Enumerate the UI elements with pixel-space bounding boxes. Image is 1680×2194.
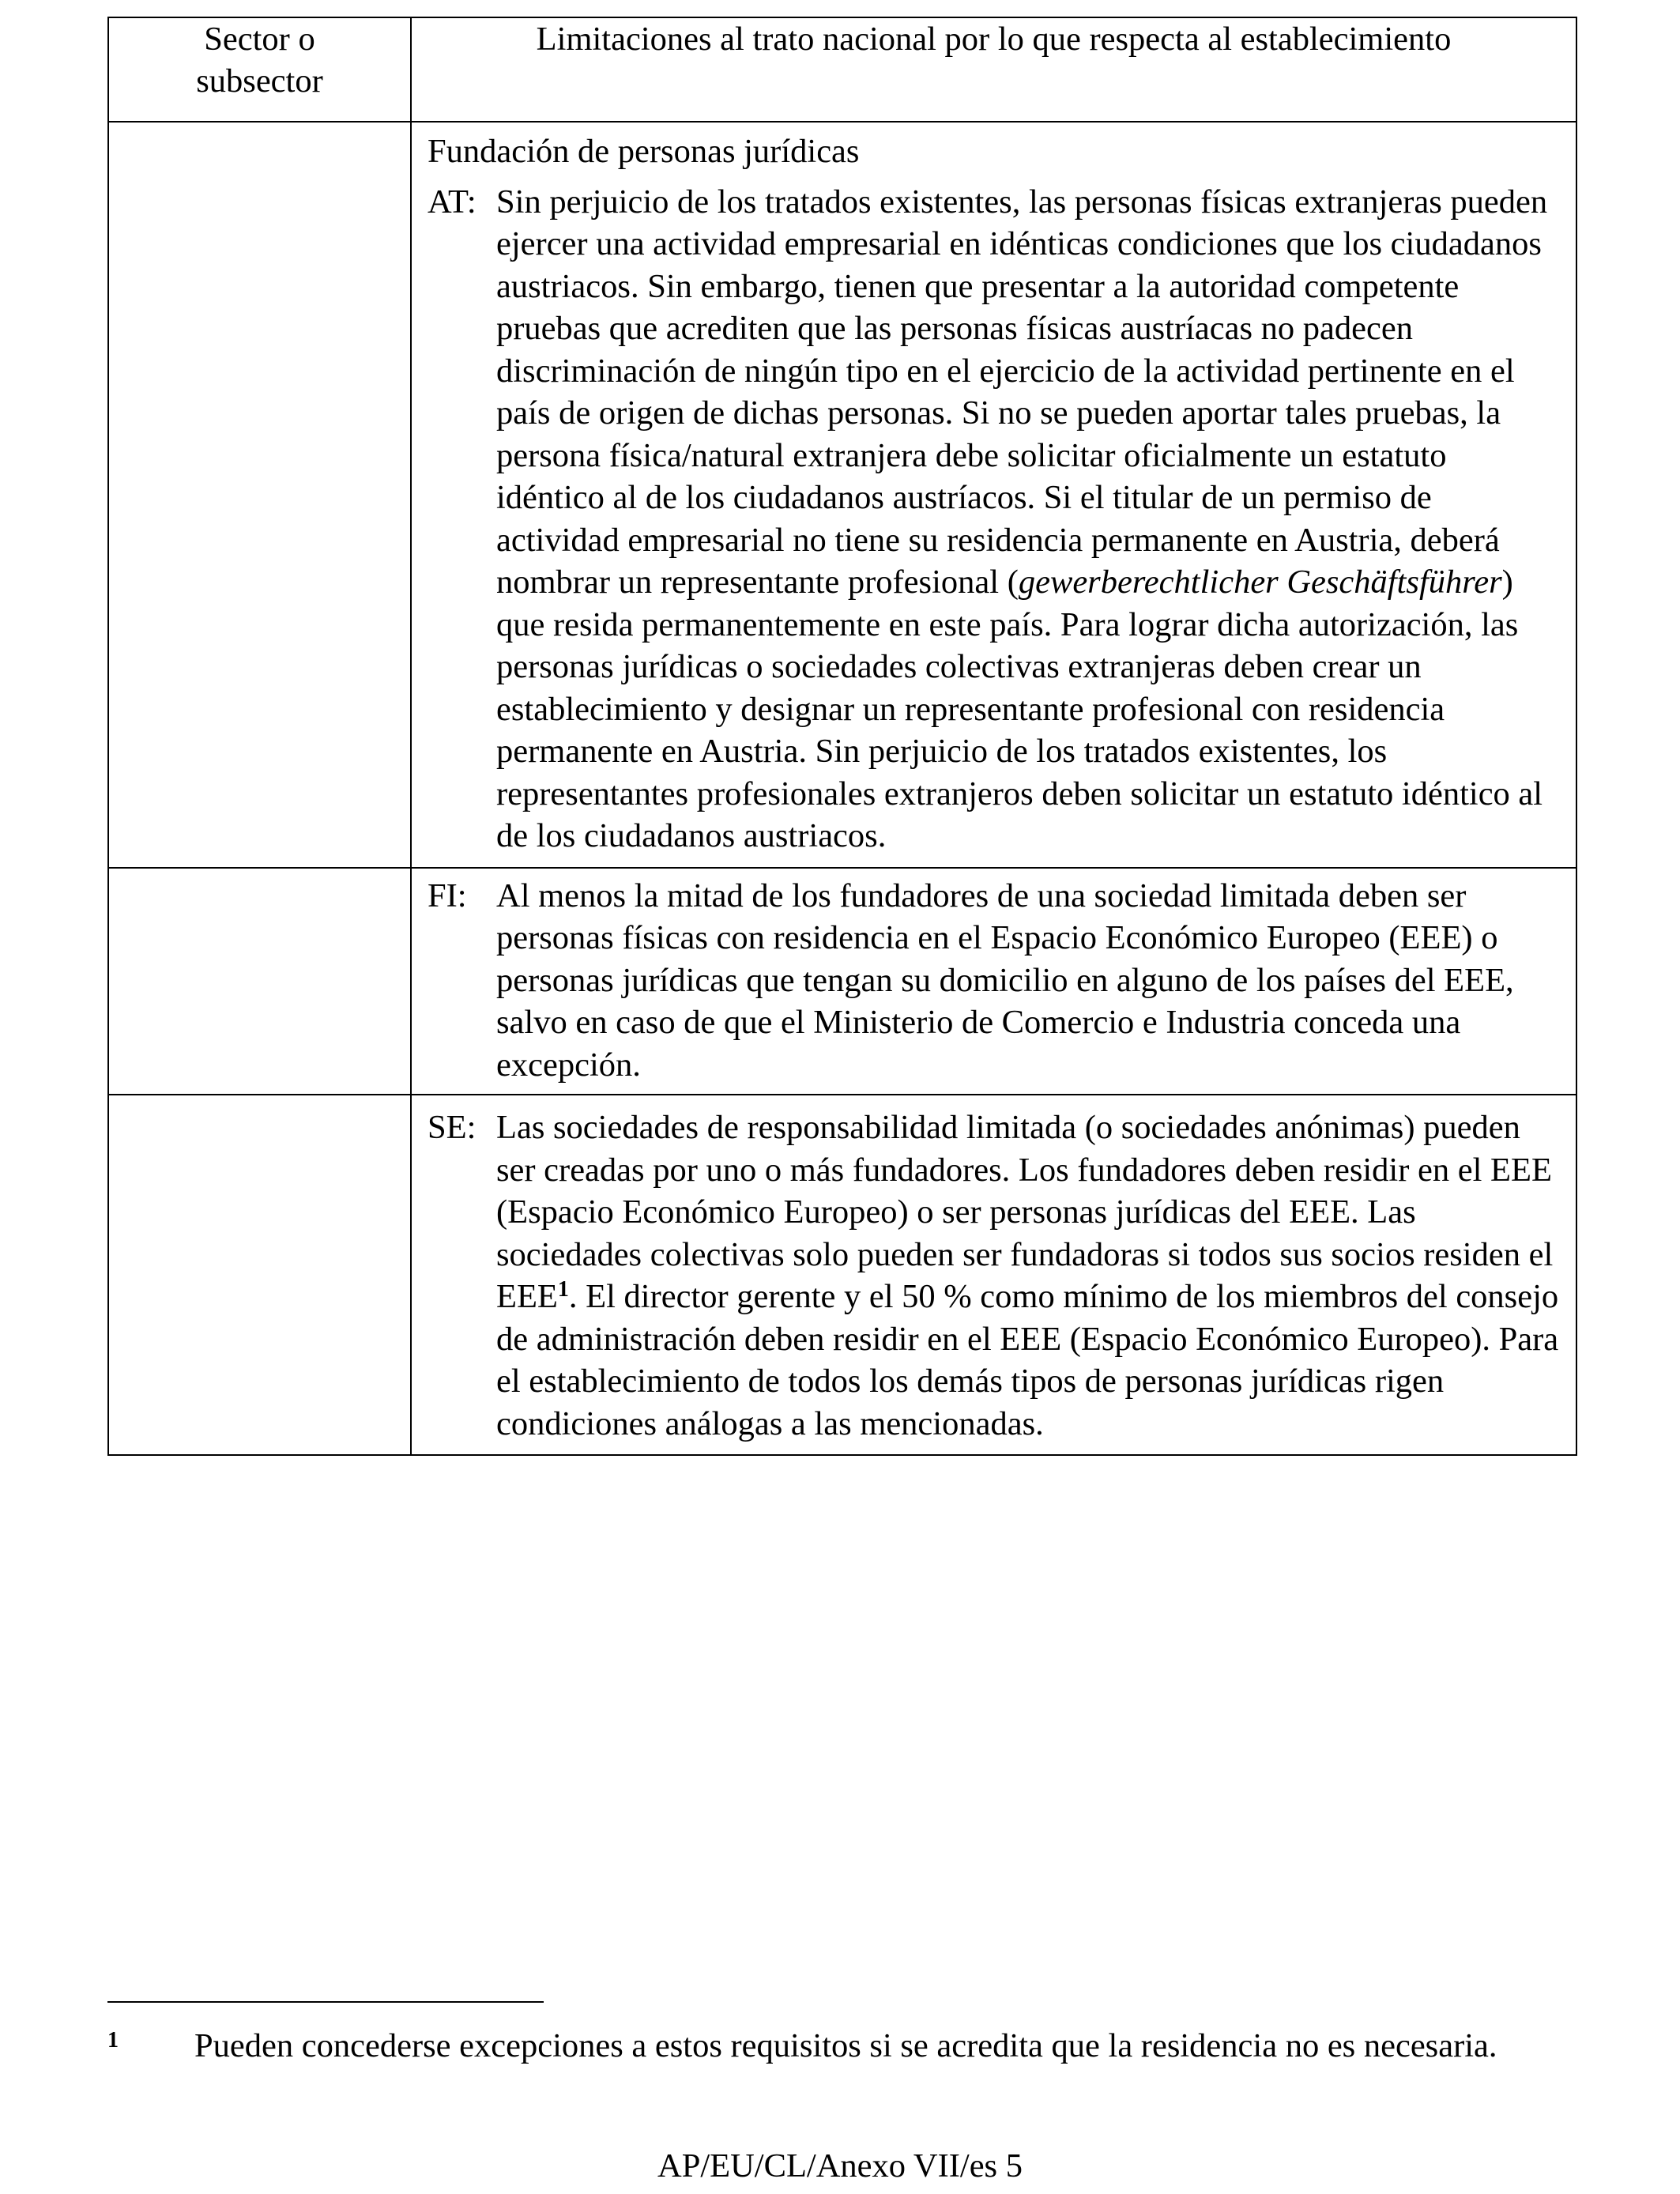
entry-text-part: ) que resida permanentemente en este país. Para lograr dicha autorización, las personas jurídicas o sociedades colectivas extranjeras deben crear un establecimiento y designar un representante profesional con residencia permanente en Austria. Sin perjuicio de los tratados existentes, los representantes profesionales extranjeros deben solicitar un estatuto idéntico al de los ciudadanos austriacos.: [496, 564, 1543, 854]
table-row: [108, 122, 1576, 868]
limitation-cell: [411, 122, 1576, 868]
country-entry-se: [428, 1106, 1561, 1445]
footnote-reference[interactable]: 1: [557, 1277, 569, 1302]
country-code: AT:: [428, 183, 477, 221]
page-footer: AP/EU/CL/Anexo VII/es 5: [657, 2147, 1023, 2185]
entry-text-part: Las sociedades de responsabilidad limitada (o sociedades anónimas) pueden ser creadas por uno o más fundadores. Los fundadores deben residir en el EEE (Espacio Económico Europeo) o ser personas jurídicas del EEE. Las sociedades colectivas solo pueden ser fundadoras si todos sus socios residen el EEE: [496, 1109, 1554, 1315]
entry-text-italic: gewerberechtlicher Geschäftsführer: [1018, 564, 1502, 601]
footnote: [107, 2025, 1576, 2068]
table-row: [108, 868, 1576, 1095]
limitation-cell: [411, 868, 1576, 1095]
entry-text: Al menos la mitad de los fundadores de una sociedad limitada deben ser personas físicas con residencia en el Espacio Económico Europeo (EEE) o personas jurídicas que tengan su domicilio en alguno de los países del EEE, salvo en caso de que el Ministerio de Comercio e Industria conceda una excepción.: [496, 876, 1514, 1084]
sector-cell: [108, 1095, 411, 1455]
footnote-separator: [107, 2001, 544, 2003]
sector-cell: [108, 868, 411, 1095]
header-limitations-label: Limitaciones al trato nacional por lo que respecta al establecimiento: [536, 21, 1452, 58]
entry-text: [496, 181, 1561, 858]
limitation-cell: [411, 1095, 1576, 1455]
country-entry-at: [428, 181, 1561, 858]
header-sector: [108, 17, 411, 122]
section-heading: Fundación de personas jurídicas: [428, 133, 860, 170]
sector-cell: [108, 122, 411, 868]
limitations-table: [107, 17, 1577, 1456]
country-code: SE:: [428, 1109, 477, 1146]
footnote-text: Pueden concederse excepciones a estos requisitos si se acredita que la residencia no es necesaria.: [194, 2027, 1497, 2064]
entry-text-part: . El director gerente y el 50 % como mínimo de los miembros del consejo de administración deben residir en el EEE (Espacio Económico Europeo). Para el establecimiento de todos los demás tipos de personas jurídicas rigen condiciones análogas a las mencionadas.: [496, 1278, 1559, 1442]
footnote-mark: 1: [107, 2028, 119, 2053]
header-sector-label: Sector o subsector: [196, 21, 323, 100]
country-code: FI:: [428, 876, 467, 914]
entry-text-part: Sin perjuicio de los tratados existentes, las personas físicas extranjeras pueden ejercer una actividad empresarial en idénticas condiciones que los ciudadanos austriacos. Sin embargo, tienen que presentar a la autoridad competente pruebas que acrediten que las personas físicas austríacas no padecen discriminación de ningún tipo en el ejercicio de la actividad pertinente en el país de origen de dichas personas. Si no se pueden aportar tales pruebas, la persona física/natural extranjera debe solicitar oficialmente un estatuto idéntico al de los ciudadanos austríacos. Si el titular de un permiso de actividad empresarial no tiene su residencia permanente en Austria, deberá nombrar un representante profesional (: [496, 183, 1548, 601]
table-header-row: [108, 17, 1576, 122]
country-entry-fi: [428, 875, 1561, 1087]
entry-text: [496, 1106, 1561, 1445]
header-limitations: [411, 17, 1576, 122]
table-row: [108, 1095, 1576, 1455]
